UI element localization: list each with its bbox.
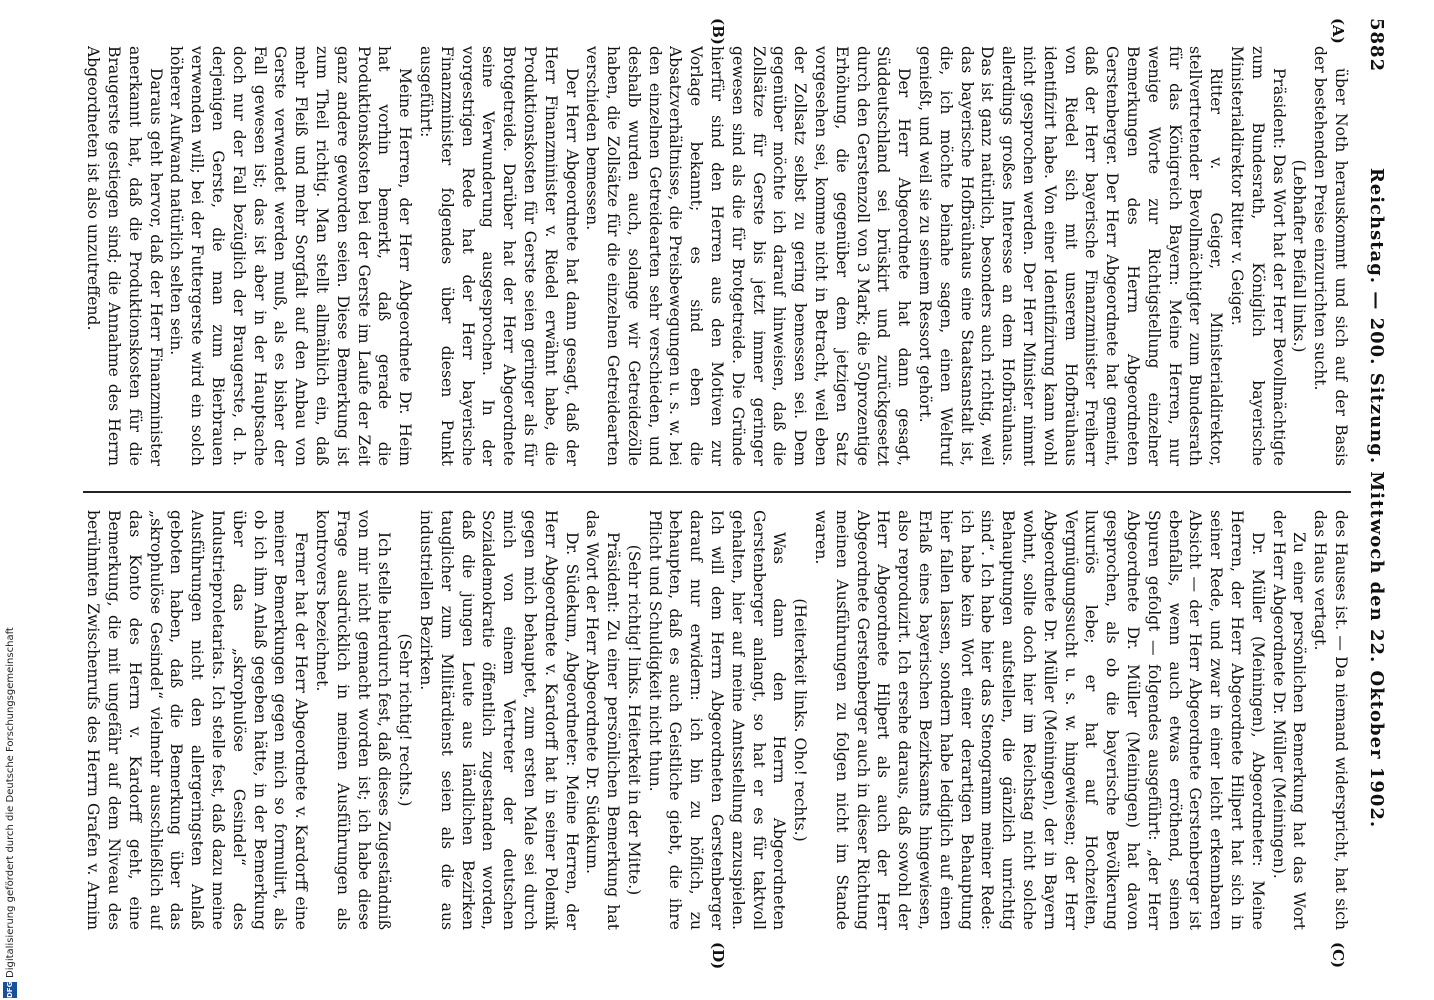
funding-note: Digitalisierung gefördert durch die Deutsche Forschungsgemeinschaft [5,627,16,978]
paragraph: (Lebhafter Beifall links.) [1290,159,1309,353]
paragraph: Daraus geht hervor, daß der Herr Finanzminister anerkannt hat, daß die Produktionskosten für die Braugerste gestiegen sind; die Annahme des Herrn Abgeordneten ist also unzutreffend. [84,46,165,466]
margin-marker-d: (D) [709,942,727,970]
funding-footer [2,608,20,1000]
paragraph: Zu einer persönlichen Bemerkung hat das Wort der Herr Abgeordnete Dr. Müller (Meiningen). [1269,510,1309,930]
paragraph: (Sehr richtig! links. Heiterkeit in der Mitte.) [624,544,643,896]
paragraph: Präsident: Zu einer persönlichen Bemerkung hat das Wort der Herr Abgeordnete Dr. Südekum. [583,510,623,930]
left-text-column [81,46,1351,466]
column-divider [83,491,1351,493]
paragraph: des Hauses ist. — Da niemand widerspricht, hat sich das Haus vertagt. [1311,510,1350,930]
paragraph: Dr. Müller (Meiningen), Abgeordneter: Meine Herren, der Herr Abgeordnete Hilpert hat sich in seiner Rede, und zwar in einer leicht erkennbaren Absicht — der Herr Abgeordnete Gerstenberger ist ebenfalls, wenn auch etwas erröthend, seinen Spuren gefolgt — folgendes ausgeführt: „der Herr Abgeordnete Dr. Müller (Meiningen) hat davon gesprochen, als ob die bayerische Bevölkerung luxuriös lebe; er hat auf Hochzeiten, Vergnügungssucht u. s. w. hingewiesen; der Herr Abgeordnete Dr. Müller (Meiningen), der in Bayern wohnt, sollte doch hier im Reichstag nicht solche Behauptungen aufstellen, die gänzlich unrichtig sind“. Ich habe hier das Stenogramm meiner Rede: ich habe kein Wort einer derartigen Behauptung hier fallen lassen, sondern habe lediglich auf einen Erlaß eines bayerischen Bezirksamts hingewiesen, also reproduzirt. Ich ersehe daraus, daß sowohl der Herr Abgeordnete Hilpert als auch der Herr Abgeordnete Gerstenberger auch in dieser Richtung meinen Ausführungen zu folgen nicht im Stande waren. [812,510,1267,930]
paragraph: Präsident: Das Wort hat der Herr Bevollmächtigte zum Bundesrath, Königlich bayerische Ministerialdirektor Ritter v. Geiger. [1228,46,1288,466]
paragraph: Ich stelle hierdurch fest, daß dieses Zugeständniß von mir nicht gemacht worden ist; ich habe diese Frage ausdrücklich in meinen Ausführungen als kontrovers bezeichnet. [312,510,394,930]
paragraph: Ritter v. Geiger, Ministerialdirektor, stellvertretender Bevollmächtigter zum Bundesrath für das Königreich Bayern: Meine Herren, nur wenige Worte zur Richtigstellung einzelner Bemerkungen des Herrn Abgeordneten Gerstenberger. Der Herr Abgeordnete hat gemeint, daß der Herr bayerische Finanzminister Freiherr von Riedel sich mit unserem Hofbräuhaus identifizirt habe. Von einer Identifizirung kann wohl nicht gesprochen werden. Der Herr Minister nimmt allerdings großes Interesse an dem Hofbräuhaus. Das ist ganz natürlich, besonders auch richtig, weil das bayerische Hofbräuhaus eine Staatsanstalt ist, die, ich möchte beinahe sagen, einen Weltruf genießt, und weil sie zu seinem Ressort gehört. [916,46,1226,466]
margin-marker-c: (C) [1329,942,1347,969]
page-number: 5882 [1366,18,1387,73]
page-title: Reichstag. — 200. Sitzung. Mittwoch den 22. Oktober 1902. [1366,167,1387,829]
paragraph: Was dann den Herrn Abgeordneten Gerstenberger anlangt, so hat er es für taktvoll gehalten, hier auf meine Amtsstellung anzuspielen. Ich will dem Herrn Abgeordneten Gerstenberger darauf nur erwidern: ich bin zu höflich, zu behaupten, daß es auch Geistliche giebt, die ihre Pflicht und Schuldigkeit nicht thun. [645,510,789,930]
margin-marker-a: (A) [1329,18,1347,44]
right-text-column [81,510,1351,930]
quoted-paragraph: Meine Herren, der Herr Abgeordnete Dr. Heim hat vorhin bemerkt, daß gerade die Produktionskosten bei der Gerste im Laufe der Zeit ganz andere geworden seien. Diese Bemerkung ist zum Theil richtig. Man stellt allmählich ein, daß mehr Fleiß und mehr Sorgfalt auf den Anbau von Gerste verwendet werden muß, als es bisher der Fall gewesen ist; das ist aber in der Hauptsache doch nur der Fall bezüglich der Braugerste, d. h. derjenigen Gerste, die man zum Bierbrauen verwenden will; bei der Futtergerste wird ein solch höherer Aufwand natürlich selten sein. [167,46,415,466]
dfg-logo: DFG [3,982,17,998]
paragraph: Der Herr Abgeordnete hat dann gesagt, daß der Herr Finanzminister v. Riedel erwähnt habe, die Produktionskosten für Gerste seien geringer als für Brotgetreide. Darüber hat der Herr Abgeordnete seine Verwunderung ausgesprochen. In der vorgestrigen Rede hat der Herr bayerische Finanzminister folgendes über diesen Punkt ausgeführt: [416,46,581,466]
paragraph: über Noth herauskommt und sich auf der Basis der bestehenden Preise einzurichten sucht. [1311,46,1350,466]
paragraph: Der Herr Abgeordnete hat dann gesagt, Süddeutschland sei brüskirt und zurückgesetzt durch den Gerstenzoll von 3 Mark; die 50prozentige Erhöhung, die gegenüber dem jetzigen Satz vorgesehen sei, komme nicht in Betracht, weil eben der Zollsatz selbst zu gering bemessen sei. Dem gegenüber möchte ich darauf hinweisen, daß die Zollsätze für Gerste bis jetzt immer geringer gewesen sind als die für Brotgetreide. Die Gründe hierfür sind den Herren aus den Motiven zur Vorlage bekannt; es sind eben die Absatzverhältnisse, die Preisbewegungen u. s. w. bei den einzelnen Getreidearten sehr verschieden, und deshalb wurden auch, solange wir Getreidezölle haben, die Zollsätze für die einzelnen Getreidearten verschieden bemessen. [583,46,914,466]
paragraph: Ferner hat der Herr Abgeordnete v. Kardorff eine meiner Bemerkungen gegen mich so formulirt, als ob ich ihm Anlaß gegeben hätte, in der Bemerkung über das „skrophulöse Gesindel“ des Industrieproletariats. Ich stelle fest, daß dazu meine Ausführungen nicht den allergeringsten Anlaß geboten haben, daß die Bemerkung über das „skrophulöse Gesindel“ vielmehr ausschließlich auf das Konto des Herrn v. Kardorff geht, eine Bemerkung, die mit ungefähr auf dem Niveau des berühmten Zwischenrufs des Herrn Grafen v. Arnim [84,510,311,930]
paragraph: (Heiterkeit links. Oho! rechts.) [791,598,810,842]
paragraph: (Sehr richtig! rechts.) [396,633,415,807]
margin-marker-b: (B) [709,18,727,45]
page-header [1365,18,1387,978]
paragraph: Dr. Südekum, Abgeordneter: Meine Herren, der Herr Abgeordnete v. Kardorff hat in seiner Polemik gegen mich behauptet, zum ersten Male sei durch mich von einem Vertreter der deutschen Sozialdemokratie öffentlich zugestanden worden, daß die jungen Leute aus ländlichen Bezirken tauglicher zum Militärdienst seien als die aus industriellen Bezirken. [416,510,581,930]
rotated-page [77,18,1387,978]
